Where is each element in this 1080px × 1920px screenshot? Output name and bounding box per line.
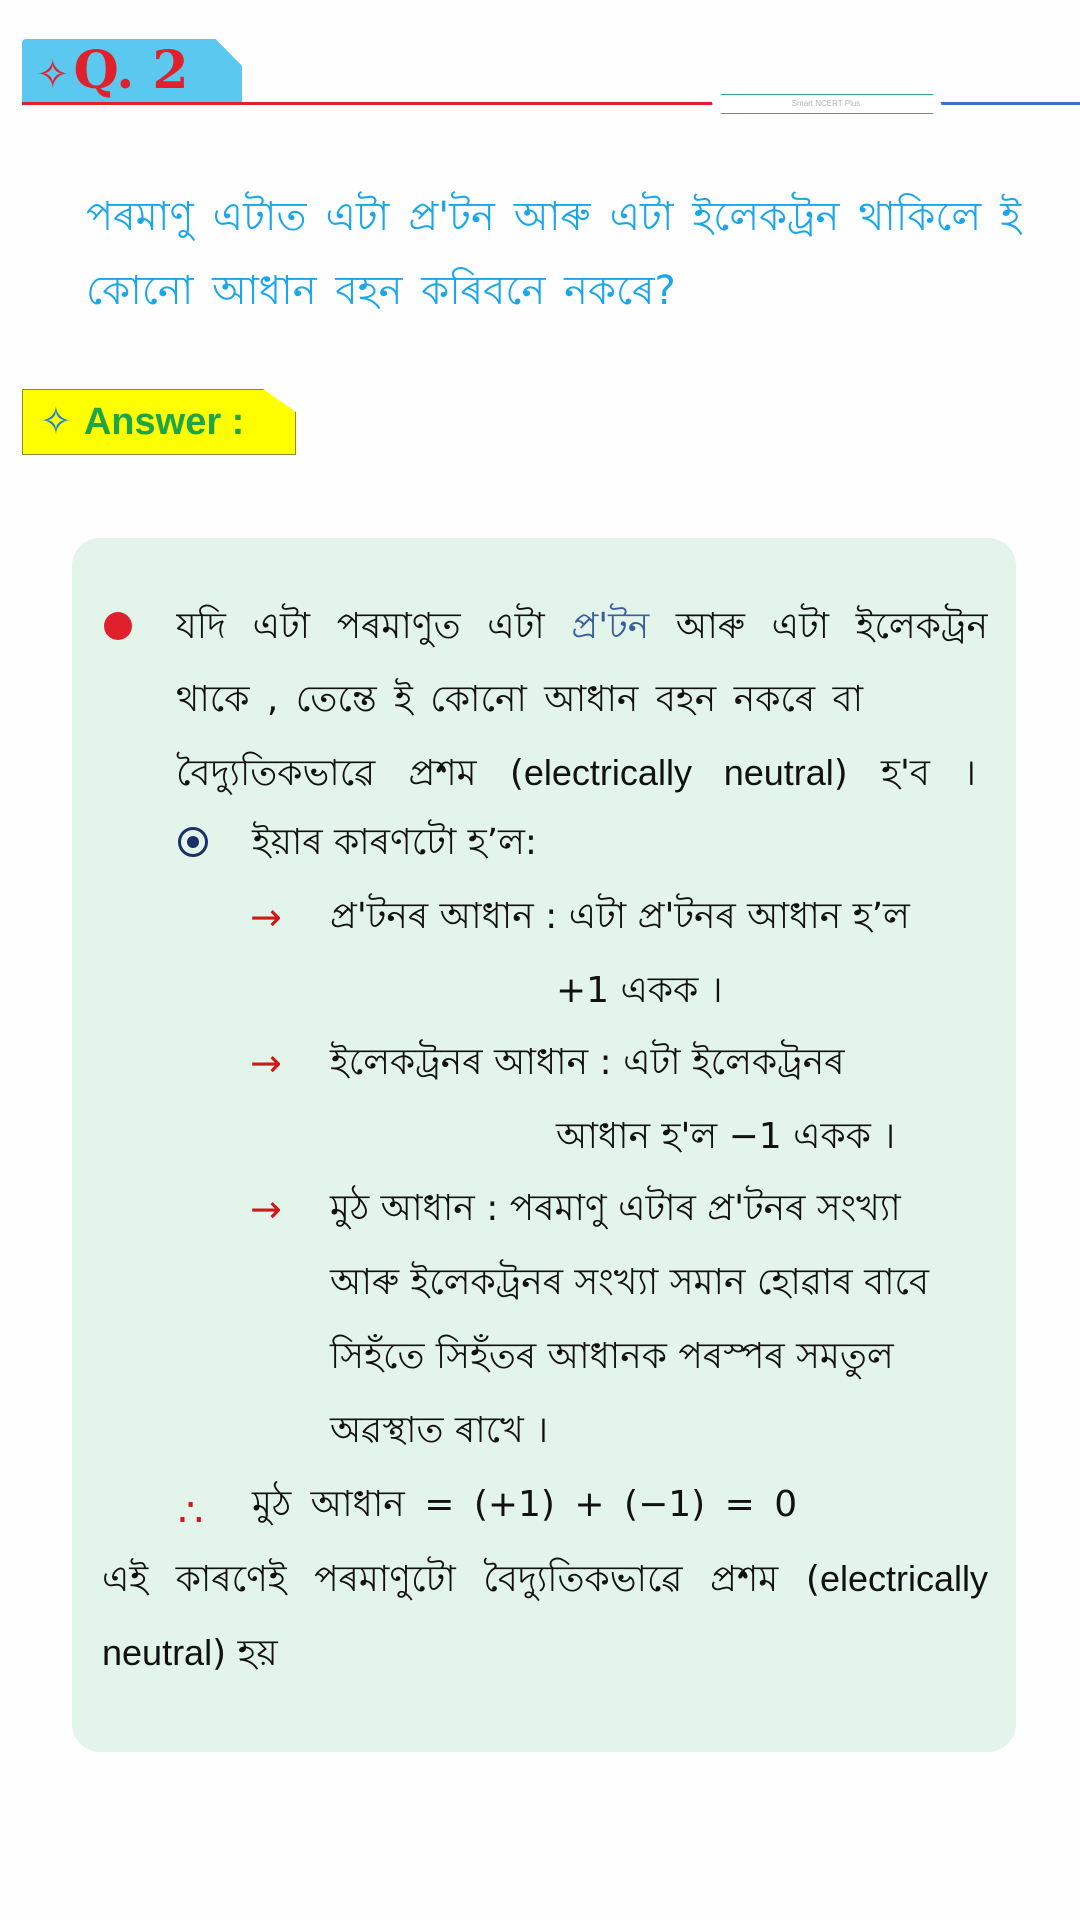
english-term: neutral: [102, 1632, 213, 1673]
answer-text: বৈদ্যুতিকভাৱে প্ৰশম (: [176, 753, 524, 794]
arrow-right-icon: →: [250, 1041, 282, 1085]
reason-heading: ইয়াৰ কাৰণটো হ’ল:: [252, 822, 538, 863]
answer-text: যদি এটা পৰমাণুত এটা: [176, 606, 545, 647]
answer-line: থাকে , তেন্তে ই কোনো আধান বহন নকৰে বা: [176, 679, 864, 720]
proton-term: প্ৰ'টন: [571, 606, 650, 647]
net-charge-line: আৰু ইলেকট্ৰনৰ সংখ্যা সমান হোৱাৰ বাবে: [330, 1262, 930, 1303]
arrow-right-icon: →: [250, 1187, 282, 1231]
sparkle-icon: ✧: [36, 53, 70, 97]
question-text: পৰমাণু এটাত এটা প্ৰ'টন আৰু এটা ইলেকট্ৰন থাকিলে ই কোনো আধান বহন কৰিবনে নকৰে?: [86, 194, 1021, 314]
proton-charge-value: +1 একক ।: [556, 970, 723, 1011]
english-term: electrically neutral: [523, 752, 834, 793]
answer-line: [176, 736, 976, 810]
answer-text: ) হ'ব ।: [833, 753, 976, 794]
answer-line: [176, 590, 988, 664]
answer-text: এই কাৰণেই পৰমাণুটো বৈদ্যুতিকভাৱে প্ৰশম (: [102, 1559, 820, 1600]
electron-charge-line: ইলেকট্ৰনৰ আধান : এটা ইলেকট্ৰনৰ: [330, 1042, 845, 1083]
electron-charge-value: আধান হ'ল −1 একক ।: [556, 1116, 896, 1157]
english-term: electrically: [819, 1558, 988, 1599]
net-charge-line: সিহঁতে সিহঁতৰ আধানক পৰস্পৰ সমতুল: [330, 1336, 894, 1377]
arrow-right-icon: →: [250, 895, 282, 939]
answer-text: আৰু এটা ইলেকট্ৰন: [675, 606, 988, 647]
conclusion-line: [102, 1542, 988, 1616]
answer-heading: Answer :: [83, 401, 245, 443]
therefore-icon: ∴: [178, 1490, 204, 1536]
header-divider-blue: [930, 102, 1080, 105]
answer-label: [40, 389, 244, 453]
bullet-icon: [104, 612, 132, 640]
conclusion-line: [102, 1616, 278, 1690]
proton-charge-line: প্ৰ'টনৰ আধান : এটা প্ৰ'টনৰ আধান হ’ল: [330, 896, 910, 937]
header-divider-red: [22, 102, 712, 105]
watermark-text: Smart NCERT Plus: [791, 99, 861, 108]
radio-bullet-icon: [178, 827, 208, 857]
net-charge-equation: মুঠ আধান = (+1) + (−1) = 0: [252, 1484, 798, 1525]
answer-text: ) হয়: [212, 1633, 278, 1674]
net-charge-line: মুঠ আধান : পৰমাণু এটাৰ প্ৰ'টনৰ সংখ্যা: [330, 1188, 901, 1229]
question-label: Q. 2: [73, 40, 189, 101]
question-number: [36, 38, 189, 102]
sparkle-icon: ✧: [40, 401, 72, 443]
net-charge-line: অৱস্থাত ৰাখে ।: [330, 1410, 549, 1451]
